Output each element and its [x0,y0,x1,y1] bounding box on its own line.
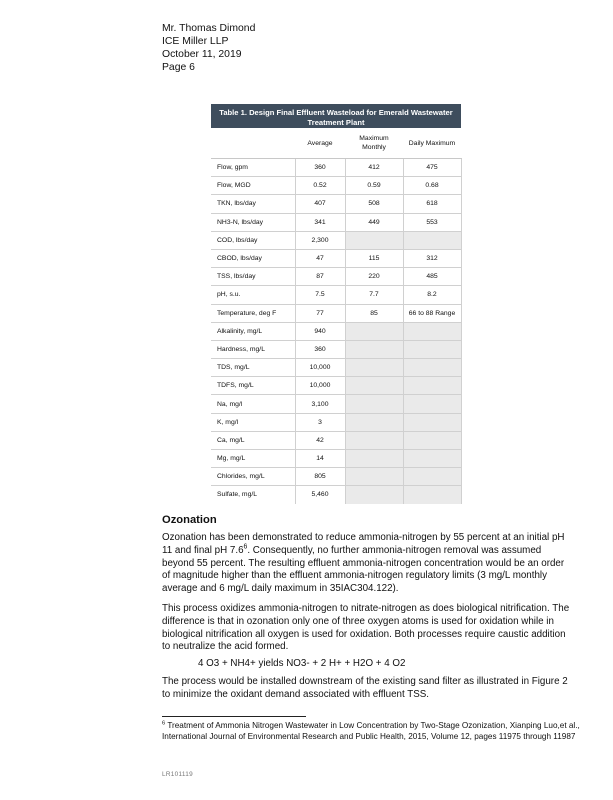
footnote-text: Treatment of Ammonia Nitrogen Wastewater in Low Concentration by Two-Stage Ozonization, Xianping Luo,et al., International Journal of Environmental Research and Public Health, 2015, Volume 12, pages 11975 through 11987 [162,721,580,741]
cell-parameter: Chlorides, mg/L [211,468,295,486]
column-header-max-monthly: Maximum Monthly [345,128,403,159]
cell-average: 7.5 [295,286,345,304]
document-id: LR101119 [162,771,193,778]
cell-average: 407 [295,195,345,213]
column-header-daily-max: Daily Maximum [403,128,461,159]
cell-daily-max: 475 [403,159,461,177]
cell-parameter: Na, mg/l [211,395,295,413]
cell-max-monthly [345,413,403,431]
cell-daily-max: 485 [403,268,461,286]
cell-daily-max: 312 [403,249,461,267]
footnote-marker: 6 [162,720,166,727]
cell-daily-max [403,468,461,486]
table-header-row [211,128,461,159]
cell-daily-max [403,340,461,358]
table-row [211,322,461,340]
cell-average: 341 [295,213,345,231]
cell-average: 805 [295,468,345,486]
cell-parameter: CBOD, lbs/day [211,249,295,267]
table-row [211,450,461,468]
table-row [211,249,461,267]
cell-average: 360 [295,340,345,358]
cell-daily-max: 0.68 [403,177,461,195]
cell-daily-max [403,486,461,504]
cell-daily-max [403,395,461,413]
cell-average: 3 [295,413,345,431]
section-heading: Ozonation [162,514,217,526]
wasteload-table [211,128,462,504]
paragraph-ozonation-intro [162,532,572,596]
recipient-firm: ICE Miller LLP [162,36,229,47]
footnote-reference: 6 [243,543,248,551]
cell-max-monthly: 220 [345,268,403,286]
cell-parameter: Sulfate, mg/L [211,486,295,504]
table-row [211,413,461,431]
paragraph-oxidation: This process oxidizes ammonia-nitrogen to nitrate-nitrogen as does biological nitrification. The difference is that in ozonation only one of three oxygen atoms is used for oxidation while in biological nitrification all oxygen is used for oxidation. Both processes require caustic addition to neutralize the acid formed. [162,603,570,653]
letterhead [162,22,255,74]
cell-daily-max [403,413,461,431]
cell-max-monthly: 115 [345,249,403,267]
table-row [211,486,461,504]
cell-daily-max [403,359,461,377]
table-row [211,359,461,377]
column-header-average: Average [295,128,345,159]
cell-parameter: Alkalinity, mg/L [211,322,295,340]
table-row [211,340,461,358]
cell-average: 14 [295,450,345,468]
cell-average: 42 [295,431,345,449]
cell-daily-max: 8.2 [403,286,461,304]
table-row [211,468,461,486]
cell-daily-max [403,231,461,249]
table-row [211,213,461,231]
paragraph-text: Ozonation has been demonstrated to reduce ammonia-nitrogen by 55 percent at an initial pH 11 and final pH 7.6 [162,532,565,556]
table-title: Table 1. Design Final Effluent Wasteload for Emerald Wastewater Treatment Plant [211,104,461,128]
effluent-table [211,104,461,504]
table-body [211,159,461,504]
cell-parameter: Flow, gpm [211,159,295,177]
table-row [211,286,461,304]
cell-parameter: Ca, mg/L [211,431,295,449]
cell-parameter: TSS, lbs/day [211,268,295,286]
cell-daily-max [403,431,461,449]
footnote-divider [162,716,306,717]
page-number: Page 6 [162,62,195,73]
cell-max-monthly: 412 [345,159,403,177]
cell-max-monthly [345,395,403,413]
recipient-name: Mr. Thomas Dimond [162,23,256,34]
table-row [211,268,461,286]
cell-average: 360 [295,159,345,177]
cell-average: 5,460 [295,486,345,504]
cell-daily-max [403,377,461,395]
cell-parameter: Mg, mg/L [211,450,295,468]
cell-max-monthly [345,340,403,358]
cell-parameter: TKN, lbs/day [211,195,295,213]
cell-parameter: COD, lbs/day [211,231,295,249]
equation-text: 4 O3 + NH4+ yields NO3- + 2 H+ + H2O + 4 O2 [198,658,406,669]
cell-average: 47 [295,249,345,267]
table-row [211,231,461,249]
cell-average: 10,000 [295,359,345,377]
chemical-equation [198,658,405,669]
letter-date: October 11, 2019 [162,49,242,60]
cell-daily-max [403,450,461,468]
cell-max-monthly: 7.7 [345,286,403,304]
cell-average: 10,000 [295,377,345,395]
table-row [211,395,461,413]
cell-average: 2,300 [295,231,345,249]
cell-max-monthly [345,322,403,340]
cell-max-monthly: 85 [345,304,403,322]
cell-max-monthly [345,377,403,395]
cell-max-monthly: 0.59 [345,177,403,195]
cell-daily-max [403,322,461,340]
cell-max-monthly [345,450,403,468]
column-header-parameter [211,128,295,159]
cell-average: 3,100 [295,395,345,413]
cell-average: 77 [295,304,345,322]
cell-daily-max: 618 [403,195,461,213]
cell-parameter: Temperature, deg F [211,304,295,322]
cell-parameter: pH, s.u. [211,286,295,304]
cell-average: 0.52 [295,177,345,195]
paragraph-installation: The process would be installed downstream of the existing sand filter as illustrated in Figure 2 to minimize the oxidant demand associated with effluent TSS. [162,676,568,700]
table-row [211,195,461,213]
cell-parameter: Flow, MGD [211,177,295,195]
table-row [211,377,461,395]
table-row [211,159,461,177]
cell-max-monthly [345,359,403,377]
cell-parameter: K, mg/l [211,413,295,431]
cell-max-monthly: 449 [345,213,403,231]
cell-daily-max: 553 [403,213,461,231]
cell-max-monthly [345,468,403,486]
cell-max-monthly: 508 [345,195,403,213]
cell-daily-max: 66 to 88 Range [403,304,461,322]
cell-parameter: TDFS, mg/L [211,377,295,395]
cell-parameter: Hardness, mg/L [211,340,295,358]
cell-average: 87 [295,268,345,286]
cell-max-monthly [345,431,403,449]
cell-average: 940 [295,322,345,340]
cell-max-monthly [345,231,403,249]
table-row [211,304,461,322]
paragraph-text: . Consequently, no further ammonia-nitrogen removal was assumed beyond 55 percent. The resulting effluent ammonia-nitrogen concentration would be an order of magnitude higher than the effluent ammonia-nitrogen regulatory limits (3 mg/L monthly average and 6 mg/L daily maximum in 35IAC304.122). [162,544,565,595]
cell-parameter: TDS, mg/L [211,359,295,377]
cell-max-monthly [345,486,403,504]
footnote [162,720,582,742]
cell-parameter: NH3-N, lbs/day [211,213,295,231]
table-row [211,177,461,195]
table-row [211,431,461,449]
